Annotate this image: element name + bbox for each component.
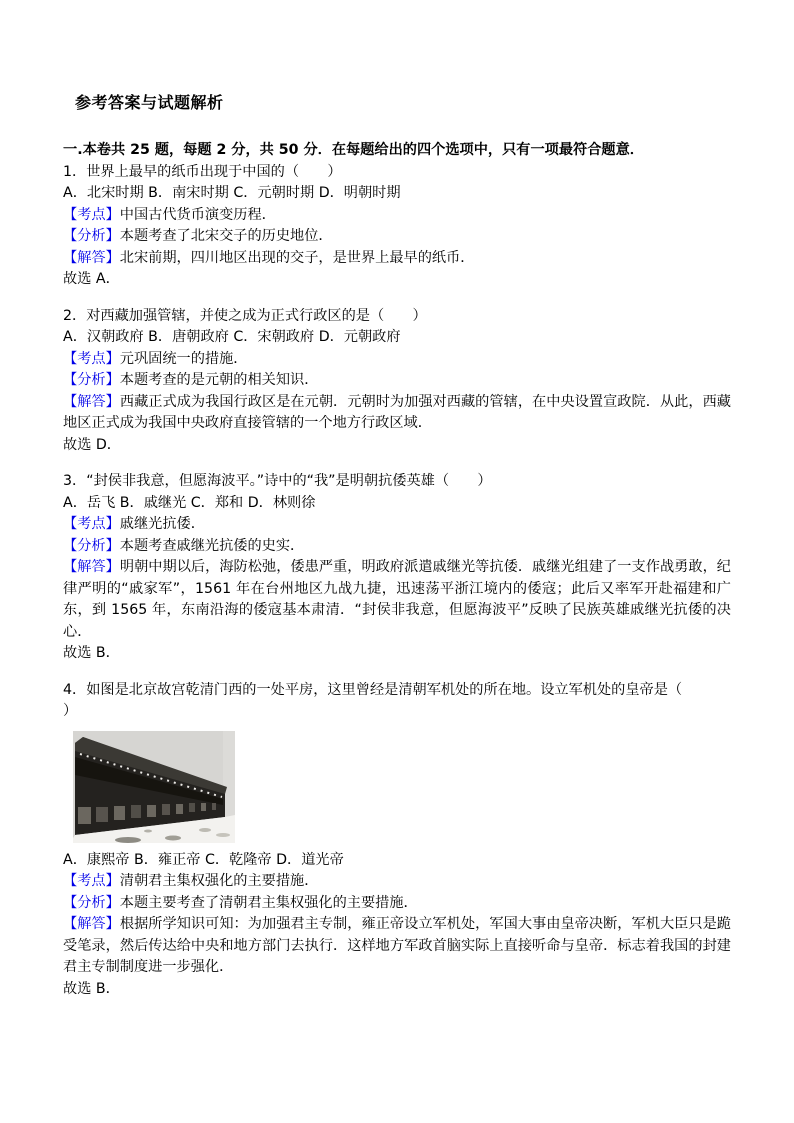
analysis-line <box>63 370 731 392</box>
analysis-line <box>63 536 731 558</box>
solution-tag: 【解答】 <box>63 559 120 575</box>
analysis-tag: 【分析】 <box>63 894 120 911</box>
question-options: A．康熙帝 B．雍正帝 C．乾隆帝 D．道光帝 <box>63 851 344 868</box>
question-stem: 4．如图是北京故宫乾清门西的一处平房，这里曾经是清朝军机处的所在地。设立军机处的皇帝是（ <box>63 681 683 698</box>
analysis-text: 本题考查戚继光抗倭的史实． <box>119 537 305 554</box>
analysis-line <box>63 893 731 915</box>
exam-point-tag: 【考点】 <box>63 350 120 367</box>
exam-point-text: 元巩固统一的措施． <box>119 350 248 367</box>
analysis-text: 本题考查了北宋交子的历史地位． <box>119 228 333 244</box>
question-stem: 1．世界上最早的纸币出现于中国的（ ） <box>63 163 342 180</box>
solution-text: 西藏正式成为我国行政区是在元朝．元朝时为加强对西藏的管辖，在中央设置宣政院．从此，西藏地区正式成为我国中央政府直接管辖的一个地方行政区域． <box>63 393 731 431</box>
exam-point-tag: 【考点】 <box>63 516 120 532</box>
question-4 <box>63 680 731 1001</box>
answer-line: 故选 B． <box>63 980 120 997</box>
solution-text: 北宋前期，四川地区出现的交子，是世界上最早的纸币． <box>119 249 475 266</box>
question-1 <box>63 162 731 291</box>
question-stem: 3．“封侯非我意，但愿海波平。”诗中的“我”是明朝抗倭英雄（ ） <box>63 473 492 489</box>
question-stem-wrap: ） <box>63 703 78 719</box>
junjichu-building-photo <box>73 731 235 843</box>
exam-point-line <box>63 514 731 536</box>
question-options: A．北宋时期 B．南宋时期 C．元朝时期 D．明朝时期 <box>63 185 401 201</box>
solution-line <box>63 248 731 270</box>
solution-line <box>63 392 731 435</box>
solution-tag: 【解答】 <box>63 916 120 932</box>
question-options: A．岳飞 B．戚继光 C．郑和 D．林则徐 <box>63 494 316 511</box>
solution-text: 根据所学知识可知：为加强君主专制，雍正帝设立军机处，军国大事由皇帝决断，军机大臣只是跪受笔录，然后传达给中央和地方部门去执行．这样地方军政首脑实际上直接听命与皇帝．标志着我国的封建君主专制制度进一步强化． <box>63 916 731 975</box>
analysis-text: 本题考查的是元朝的相关知识． <box>119 372 319 388</box>
solution-tag: 【解答】 <box>63 393 120 410</box>
solution-line <box>63 557 731 643</box>
question-2 <box>63 306 731 457</box>
page-title: 参考答案与试题解析 <box>75 93 224 112</box>
answer-line: 故选 B． <box>63 645 120 661</box>
exam-point-text: 中国古代货币演变历程． <box>119 206 276 223</box>
exam-point-line <box>63 871 731 893</box>
solution-tag: 【解答】 <box>63 249 120 266</box>
document-content <box>63 140 731 1000</box>
exam-point-tag: 【考点】 <box>63 873 120 889</box>
solution-text: 明朝中期以后，海防松弛，倭患严重，明政府派遣戚继光等抗倭．戚继光组建了一支作战勇敢，纪律严明的“戚家军”，1561 年在台州地区九战九捷，迅速荡平浙江境内的倭寇；此后又率军开赴福建和广东，到 1565 年，东南沿海的倭寇基本肃清．“封侯非我意，但愿海波平”反映了民族英雄戚继光抗倭的决心． <box>63 559 731 640</box>
analysis-tag: 【分析】 <box>63 537 120 554</box>
question-options: A．汉朝政府 B．唐朝政府 C．宋朝政府 D．元朝政府 <box>63 329 401 345</box>
answer-line: 故选 D． <box>63 436 121 453</box>
exam-point-line <box>63 205 731 227</box>
section-heading: 一.本卷共 25 题，每题 2 分，共 50 分．在每题给出的四个选项中，只有一项最符合题意． <box>63 142 644 158</box>
analysis-line <box>63 226 731 248</box>
analysis-tag: 【分析】 <box>63 372 120 388</box>
analysis-text: 本题主要考查了清朝君主集权强化的主要措施． <box>119 894 418 911</box>
answer-line: 故选 A． <box>63 271 120 287</box>
question-stem: 2．对西藏加强管辖，并使之成为正式行政区的是（ ） <box>63 307 427 324</box>
exam-point-tag: 【考点】 <box>63 206 120 223</box>
exam-point-text: 清朝君主集权强化的主要措施． <box>119 873 319 889</box>
solution-line <box>63 914 731 979</box>
exam-point-text: 戚继光抗倭． <box>119 516 205 532</box>
analysis-tag: 【分析】 <box>63 228 120 244</box>
question-3 <box>63 471 731 665</box>
exam-point-line <box>63 349 731 371</box>
